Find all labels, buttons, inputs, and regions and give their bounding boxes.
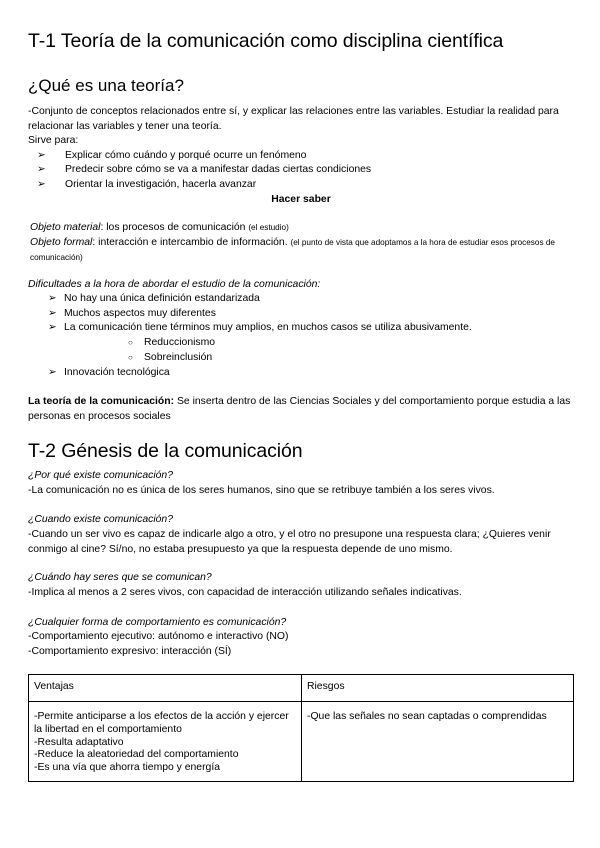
riesgos-cell: -Que las señales no sean captadas o comprendidas — [302, 702, 574, 782]
ventajas-cell: -Permite anticiparse a los efectos de la acción y ejercer la libertad en el comportamiento -Resulta adaptativo -Reduce la aleatoriedad del comportamiento -Es una vía que ahorra tiempo y energía — [29, 702, 302, 782]
hacer-saber: Hacer saber — [271, 194, 331, 205]
table-row — [29, 702, 574, 782]
answer-4-line-2: -Comportamiento expresivo: interacción (SÍ) — [28, 646, 232, 657]
table-header-riesgos: Riesgos — [302, 675, 574, 702]
t2-title: T-2 Génesis de la comunicación — [28, 440, 303, 462]
list-item: ➢ Orientar la investigación, hacerla avanzar — [37, 178, 256, 193]
circle-bullet-icon: ○ — [128, 338, 133, 347]
list-item: ➢ Innovación tecnológica — [48, 366, 170, 381]
list-item: ➢ La comunicación tiene términos muy amplios, en muchos casos se utiliza abusivamente. — [48, 321, 472, 336]
list-item: ➢ No hay una única definición estandarizada — [48, 292, 260, 307]
answer-2: -Cuando un ser vivo es capaz de indicarle algo a otro, y el otro no presupone una respuesta clara; ¿Quieres venir conmigo al cine? Sí/no, no estaba presupuesto ya que la respuesta depende de uno mismo. — [28, 529, 551, 555]
arrow-bullet-icon: ➢ — [48, 322, 57, 333]
t1-title: T-1 Teoría de la comunicación como disciplina científica — [28, 30, 504, 52]
list-item: ➢ Muchos aspectos muy diferentes — [48, 307, 216, 322]
arrow-bullet-icon: ➢ — [37, 150, 46, 161]
question-1: ¿Por qué existe comunicación? — [28, 470, 173, 481]
answer-3: -Implica al menos a 2 seres vivos, con capacidad de interacción utilizando señales indicativas. — [28, 587, 462, 598]
circle-bullet-icon: ○ — [128, 353, 133, 362]
arrow-bullet-icon: ➢ — [37, 179, 46, 190]
list-item: ○ Reduccionismo — [128, 336, 215, 351]
question-2: ¿Cuando existe comunicación? — [28, 514, 173, 525]
question-3: ¿Cuándo hay seres que se comunican? — [28, 572, 212, 583]
t1-subtitle: ¿Qué es una teoría? — [28, 76, 184, 95]
ventajas-riesgos-table — [28, 674, 574, 782]
table-header-ventajas: Ventajas — [29, 675, 302, 702]
objeto-material: Objeto material: los procesos de comunicación (el estudio) — [30, 222, 289, 233]
teoria-paragraph: La teoría de la comunicación: Se inserta dentro de las Ciencias Sociales y del comportamiento porque estudia a las personas en procesos sociales — [28, 396, 571, 422]
list-item: ➢ Explicar cómo cuándo y porqué ocurre un fenómeno — [37, 149, 306, 164]
question-4: ¿Cualquier forma de comportamiento es comunicación? — [28, 617, 287, 628]
list-item: ➢ Predecir sobre cómo se va a manifestar dadas ciertas condiciones — [37, 163, 371, 178]
answer-4-line-1: -Comportamiento ejecutivo: autónomo e interactivo (NO) — [28, 631, 289, 642]
arrow-bullet-icon: ➢ — [48, 367, 57, 378]
t1-definition: -Conjunto de conceptos relacionados entre sí, y explicar las relaciones entre las variables. Estudiar la realidad para relacionar las variables y tener una teoría. — [28, 106, 559, 132]
dificultades-title: Dificultades a la hora de abordar el estudio de la comunicación: — [28, 279, 321, 290]
arrow-bullet-icon: ➢ — [48, 293, 57, 304]
sirve-para-label: Sirve para: — [28, 135, 79, 146]
table-header-row — [29, 675, 574, 702]
objeto-formal: Objeto formal: interacción e intercambio de información. (el punto de vista que adoptamos a la hora de estudiar esos procesos de comunicación) — [30, 237, 555, 262]
arrow-bullet-icon: ➢ — [48, 308, 57, 319]
list-item: ○ Sobreinclusión — [128, 351, 212, 366]
answer-1: -La comunicación no es única de los seres humanos, sino que se retribuye también a los seres vivos. — [28, 485, 495, 496]
arrow-bullet-icon: ➢ — [37, 164, 46, 175]
